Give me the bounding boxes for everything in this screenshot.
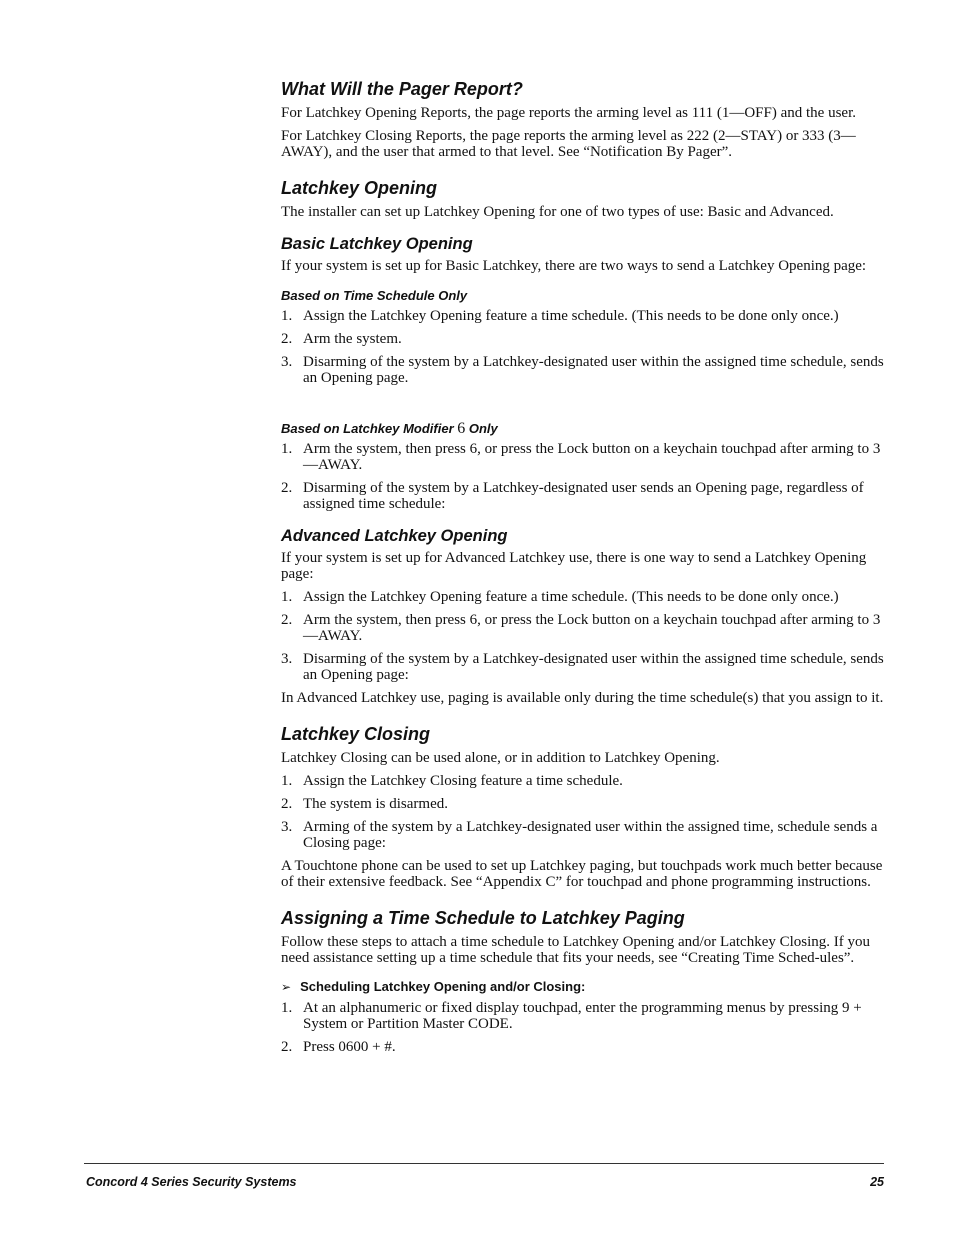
item-number: 2.: [281, 331, 293, 347]
item-number: 3.: [281, 651, 293, 667]
section-heading-assigning: Assigning a Time Schedule to Latchkey Paging: [281, 908, 685, 928]
numbered-list-advanced: [281, 589, 886, 683]
item-number: 3.: [281, 819, 293, 835]
paragraph: The installer can set up Latchkey Opening for one of two types of use: Basic and Advanced.: [281, 204, 834, 220]
heading-digit: 6: [457, 420, 466, 437]
subheading-basic-latchkey: Basic Latchkey Opening: [281, 235, 473, 253]
item-number: 1.: [281, 773, 293, 789]
list-item: [281, 651, 886, 683]
item-number: 2.: [281, 1039, 293, 1055]
paragraph: If your system is set up for Basic Latchkey, there are two ways to send a Latchkey Opening page:: [281, 258, 867, 274]
paragraph: Latchkey Closing can be used alone, or in addition to Latchkey Opening.: [281, 750, 720, 766]
item-text: Disarming of the system by a Latchkey-designated user within the assigned time schedule, sends an Opening page:: [303, 651, 884, 683]
section-heading-latchkey-closing: Latchkey Closing: [281, 724, 431, 744]
item-text: Arm the system.: [303, 331, 402, 347]
paragraph: If your system is set up for Advanced Latchkey use, there is one way to send a Latchkey Opening page:: [281, 550, 867, 582]
numbered-list-time-schedule: [281, 308, 886, 386]
arrow-bullet-icon: ➢: [281, 980, 292, 994]
list-item: [281, 354, 886, 386]
list-item: [281, 796, 886, 812]
page-content: [281, 78, 886, 1062]
item-text: Disarming of the system by a Latchkey-designated user sends an Opening page, regardless of assigned time schedule:: [303, 480, 864, 512]
item-number: 1.: [281, 589, 293, 605]
list-item: [281, 773, 886, 789]
list-item: [281, 331, 886, 347]
footer-divider: [84, 1163, 884, 1164]
paragraph: Follow these steps to attach a time schedule to Latchkey Opening and/or Latchkey Closing. If you need assistance setting up a time schedule that fits your needs, see “Creating Time Sched-ules”.: [281, 934, 871, 966]
item-text: Disarming of the system by a Latchkey-designated user within the assigned time schedule, sends an Opening page.: [303, 354, 884, 386]
page-number: 25: [870, 1175, 884, 1189]
item-text: The system is disarmed.: [303, 796, 448, 812]
item-number: 2.: [281, 480, 293, 496]
numbered-list-procedure: [281, 1000, 886, 1055]
item-text: Arm the system, then press 6, or press the Lock button on a keychain touchpad after arming to 3—AWAY.: [303, 441, 881, 473]
procedure-title: Scheduling Latchkey Opening and/or Closing:: [300, 979, 586, 994]
item-number: 1.: [281, 308, 293, 324]
item-number: 3.: [281, 354, 293, 370]
list-item: [281, 480, 886, 512]
numbered-list-modifier: [281, 441, 886, 512]
item-text: Arm the system, then press 6, or press the Lock button on a keychain touchpad after arming to 3—AWAY.: [303, 612, 881, 644]
item-text: Assign the Latchkey Opening feature a time schedule. (This needs to be done only once.): [303, 308, 839, 324]
paragraph: For Latchkey Closing Reports, the page reports the arming level as 222 (2—STAY) or 333 (3—AWAY), and the user that armed to that level. See “Notification By Pager”.: [281, 128, 856, 160]
subsubheading-time-schedule: Based on Time Schedule Only: [281, 288, 468, 303]
section-heading-latchkey-opening: Latchkey Opening: [281, 178, 438, 198]
list-item: [281, 612, 886, 644]
numbered-list-closing: [281, 773, 886, 851]
list-item: [281, 1000, 886, 1032]
subheading-advanced-latchkey: Advanced Latchkey Opening: [281, 527, 508, 545]
footer-title: Concord 4 Series Security Systems: [86, 1175, 297, 1189]
paragraph: For Latchkey Opening Reports, the page reports the arming level as 111 (1—OFF) and the user.: [281, 105, 857, 121]
procedure-heading: [281, 979, 886, 995]
heading-text: Only: [465, 421, 498, 436]
list-item: [281, 308, 886, 324]
subsubheading-modifier: [281, 421, 886, 437]
item-text: Assign the Latchkey Opening feature a time schedule. (This needs to be done only once.): [303, 589, 839, 605]
item-number: 1.: [281, 441, 293, 457]
paragraph: In Advanced Latchkey use, paging is available only during the time schedule(s) that you assign to it.: [281, 690, 884, 706]
list-item: [281, 1039, 886, 1055]
item-number: 1.: [281, 1000, 293, 1016]
section-heading-pager-report: What Will the Pager Report?: [281, 79, 523, 99]
item-text: Press 0600 + #.: [303, 1039, 396, 1055]
paragraph: A Touchtone phone can be used to set up Latchkey paging, but touchpads work much better because of their extensive feedback. See “Appendix C” for touchpad and phone programming instructions.: [281, 858, 883, 890]
list-item: [281, 441, 886, 473]
item-text: At an alphanumeric or fixed display touchpad, enter the programming menus by pressing 9 + System or Partition Master CODE.: [303, 1000, 862, 1032]
item-text: Assign the Latchkey Closing feature a time schedule.: [303, 773, 623, 789]
list-item: [281, 819, 886, 851]
item-number: 2.: [281, 796, 293, 812]
item-text: Arming of the system by a Latchkey-designated user within the assigned time, schedule sends a Closing page:: [303, 819, 878, 851]
list-item: [281, 589, 886, 605]
item-number: 2.: [281, 612, 293, 628]
heading-text: Based on Latchkey Modifier: [281, 421, 458, 436]
